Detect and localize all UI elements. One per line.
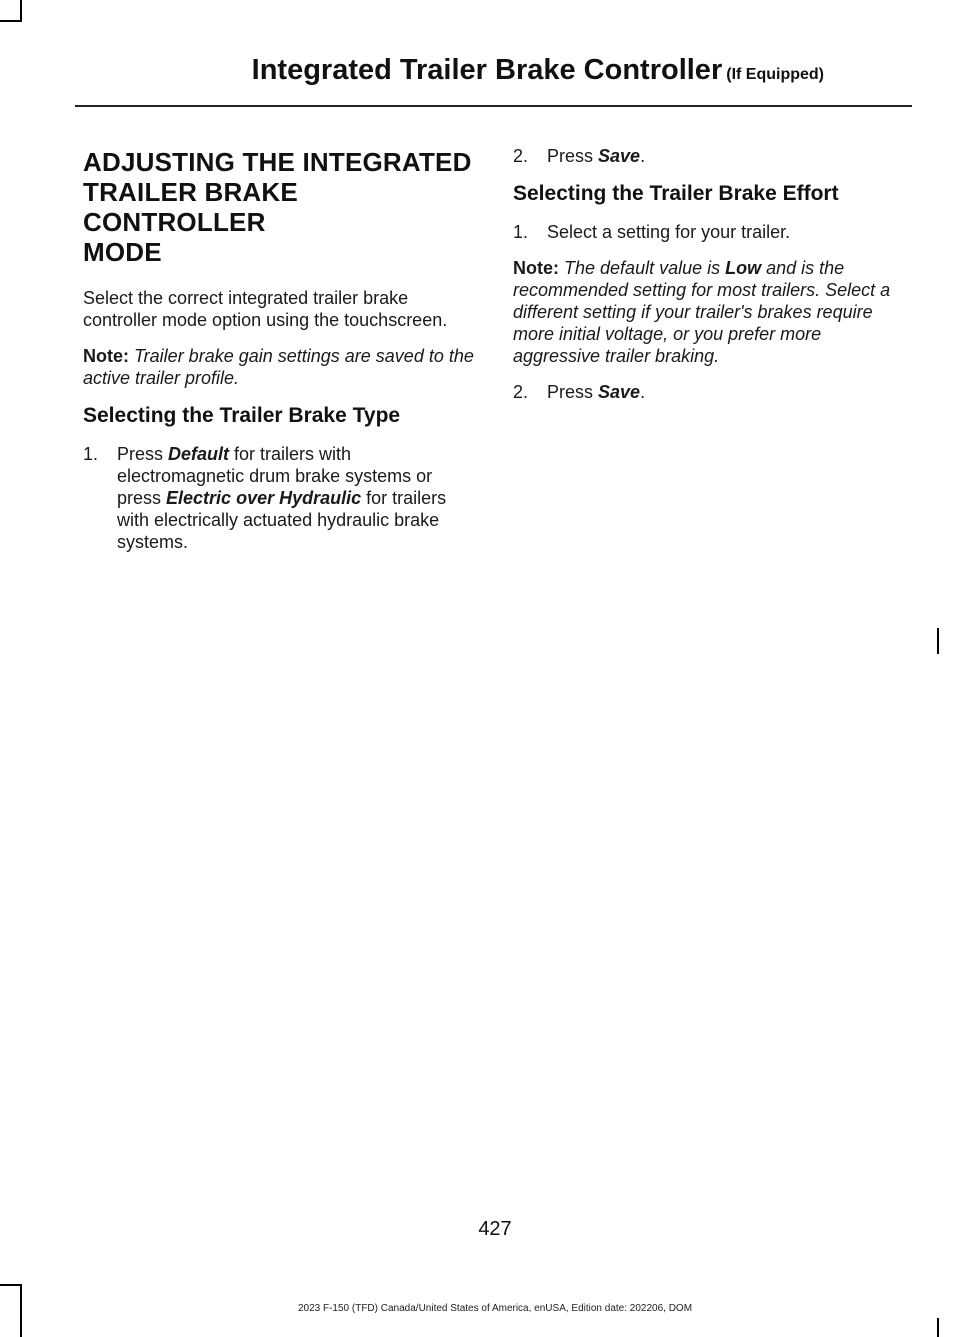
option-name-default: Default	[168, 444, 230, 464]
note-paragraph	[83, 345, 478, 389]
step-number: 1.	[513, 222, 529, 242]
section-heading-line: MODE	[83, 237, 162, 267]
step-item	[513, 381, 908, 403]
step-item	[513, 145, 908, 167]
right-column	[513, 145, 908, 417]
intro-paragraph: Select the correct integrated trailer brake controller mode option using the touchscreen.	[83, 288, 448, 330]
step-number: 1.	[83, 444, 99, 464]
crop-mark	[937, 1318, 939, 1337]
step-number: 2.	[513, 146, 529, 166]
note-paragraph	[513, 257, 908, 367]
step-item	[513, 221, 908, 243]
crop-mark	[0, 20, 22, 22]
subheading-brake-effort: Selecting the Trailer Brake Effort	[513, 182, 839, 205]
step-text: for trailers with electrically actuated hydraulic brake systems.	[117, 488, 447, 552]
option-name-low: Low	[725, 258, 762, 278]
step-text: .	[640, 146, 646, 166]
step-text: Select a setting for your trailer.	[547, 222, 791, 242]
note-label: Note:	[513, 258, 559, 278]
step-number: 2.	[513, 382, 529, 402]
subheading-brake-type: Selecting the Trailer Brake Type	[83, 404, 401, 427]
option-name-save: Save	[598, 382, 641, 402]
section-heading-line: ADJUSTING THE INTEGRATED	[83, 147, 472, 177]
option-name-save: Save	[598, 146, 641, 166]
note-text: The default value is	[564, 258, 726, 278]
crop-mark	[937, 628, 939, 654]
step-item	[83, 443, 478, 553]
footer-edition-info: 2023 F-150 (TFD) Canada/United States of America, enUSA, Edition date: 202206, DOM	[297, 1303, 693, 1314]
step-text: Press	[547, 382, 599, 402]
note-label: Note:	[83, 346, 129, 366]
page-header-title	[252, 54, 824, 87]
header-divider	[75, 105, 912, 107]
crop-mark	[0, 1284, 22, 1286]
section-heading	[83, 147, 478, 267]
step-text: Press	[547, 146, 599, 166]
step-text: for trailers with electromagnetic drum brake systems or press	[117, 444, 433, 508]
step-text: .	[640, 382, 646, 402]
header-title-text: Integrated Trailer Brake Controller	[251, 54, 723, 86]
step-text: Press	[117, 444, 169, 464]
page-number: 427	[478, 1218, 512, 1240]
section-heading-line: TRAILER BRAKE CONTROLLER	[83, 177, 298, 237]
note-text: and is the recommended setting for most trailers. Select a different setting if your trailer's brakes require more initial voltage, or you prefer more aggressive trailer braking.	[513, 258, 891, 366]
note-text: Trailer brake gain settings are saved to the active trailer profile.	[83, 346, 474, 388]
crop-mark	[20, 0, 22, 22]
header-title-suffix: (If Equipped)	[726, 66, 824, 83]
left-column	[83, 145, 478, 567]
option-name-electric-over-hydraulic: Electric over Hydraulic	[166, 488, 362, 508]
